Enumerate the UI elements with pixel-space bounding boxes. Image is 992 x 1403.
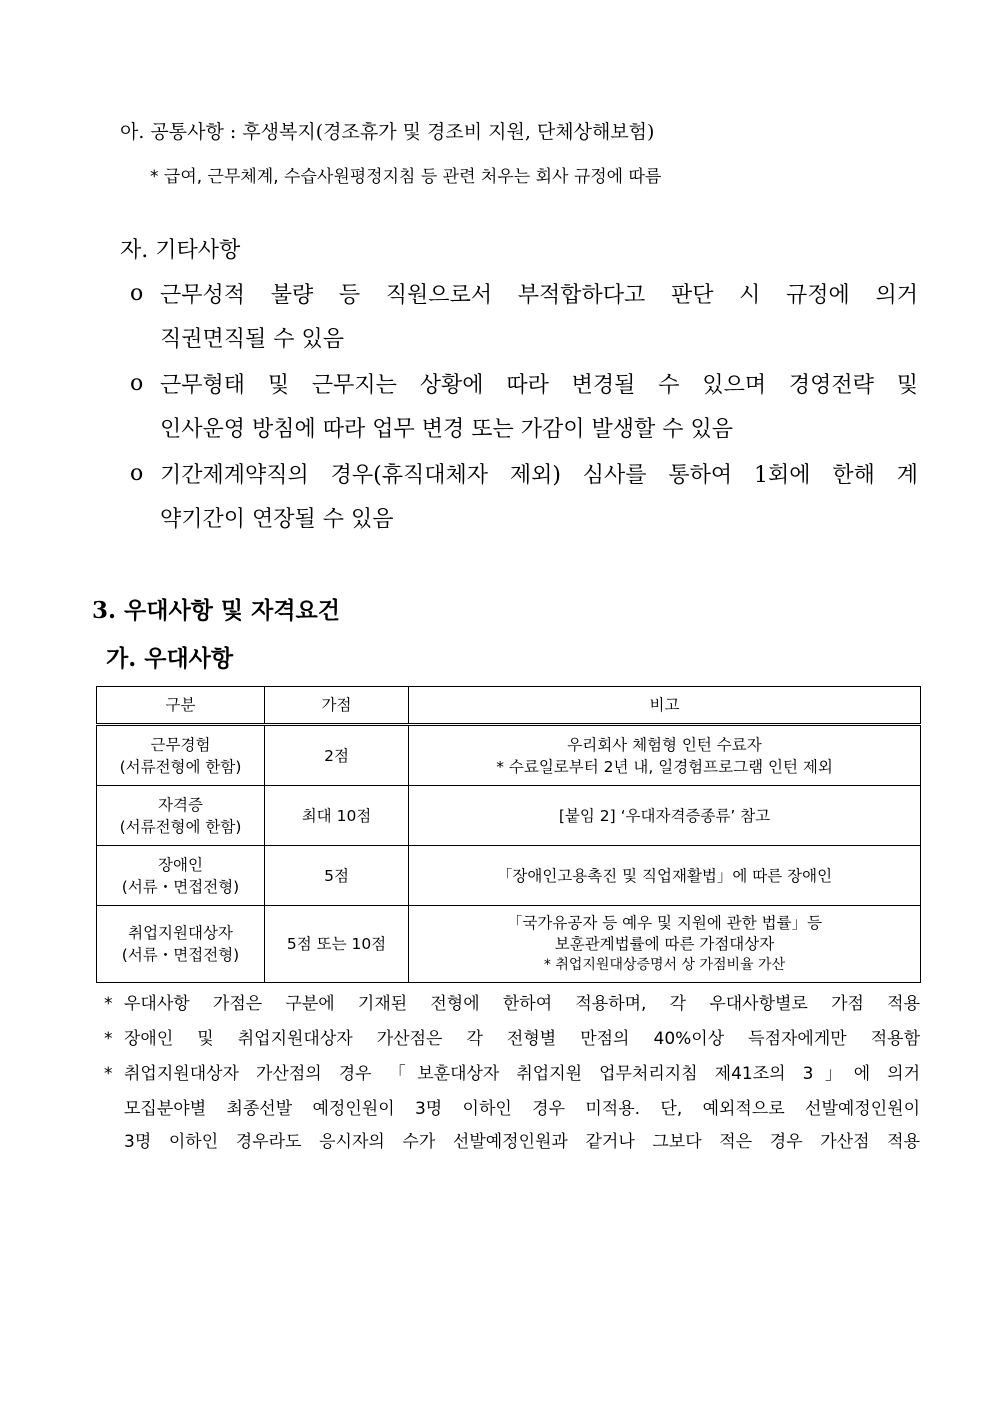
category-name: 근무경험: [150, 735, 211, 754]
note-1: [104, 988, 920, 1021]
points-cell: 5점 또는 10점: [265, 906, 409, 983]
etc-heading: 자. 기타사항: [120, 238, 241, 263]
category-scope: (서류전형에 한함): [119, 817, 242, 836]
preference-table: [96, 686, 921, 983]
remark-line: * 취업지원대상증명서 상 가점비율 가산: [543, 956, 786, 973]
remark-line: 「장애인고용촉진 및 직업재활법」에 따른 장애인: [496, 866, 833, 885]
table-row: [97, 786, 921, 846]
note-2: [104, 1023, 920, 1056]
header-points: 가점: [265, 687, 409, 725]
remarks-cell: [409, 906, 921, 983]
bullet-marker: o: [130, 461, 144, 486]
category-cell: [97, 786, 265, 846]
remark-line: 보훈관계법률에 따른 가점대상자: [554, 934, 775, 953]
table-row: [97, 906, 921, 983]
common-note: * 급여, 근무체계, 수습사원평정지침 등 관련 처우는 회사 규정에 따름: [150, 167, 662, 187]
table-row: [97, 725, 921, 786]
points-cell: 2점: [265, 725, 409, 786]
etc-item-2-line2: 인사운영 방침에 따라 업무 변경 또는 가감이 발생할 수 있음: [160, 417, 733, 442]
note-3: [104, 1058, 920, 1091]
common-heading: 아. 공통사항 : 후생복지(경조휴가 및 경조비 지원, 단체상해보험): [120, 121, 655, 143]
note-star: *: [104, 1029, 113, 1049]
table-row: [97, 846, 921, 906]
bullet-marker: o: [130, 371, 144, 396]
note-star: *: [104, 994, 113, 1014]
note-text: 우대사항 가점은 구분에 기재된 전형에 한하여 적용하며, 각 우대사항별로 가점 적용: [124, 994, 920, 1014]
table-header-row: [97, 687, 921, 725]
category-scope: (서류전형에 한함): [119, 757, 242, 776]
remark-line: 우리회사 체험형 인턴 수료자: [567, 735, 762, 754]
bullet-marker: o: [130, 281, 144, 306]
note-text: 장애인 및 취업지원대상자 가산점은 각 전형별 만점의 40%이상 득점자에게만 적용함: [124, 1029, 920, 1049]
points-cell: 5점: [265, 846, 409, 906]
remarks-cell: [409, 846, 921, 906]
note-3-cont-2: 3명 이하인 경우라도 응시자의 수가 선발예정인원과 같거나 그보다 적은 경우 가산점 적용: [124, 1132, 920, 1152]
points-cell: 최대 10점: [265, 786, 409, 846]
remarks-cell: [409, 786, 921, 846]
etc-item-2-line1: 근무형태 및 근무지는 상황에 따라 변경될 수 있으며 경영전략 및: [160, 373, 918, 398]
note-star: *: [104, 1064, 113, 1084]
etc-item-1-line1: 근무성적 불량 등 직원으로서 부적합하다고 판단 시 규정에 의거: [160, 283, 918, 308]
etc-item-3-line1: 기간제계약직의 경우(휴직대체자 제외) 심사를 통하여 1회에 한해 계: [160, 463, 918, 488]
note-text: 취업지원대상자 가산점의 경우 「보훈대상자 취업지원 업무처리지침 제41조의 3」에 의거: [124, 1064, 920, 1084]
category-cell: [97, 725, 265, 786]
category-scope: (서류・면접전형): [121, 946, 240, 964]
etc-item-1-line2: 직권면직될 수 있음: [160, 327, 345, 352]
note-3-cont-1: 모집분야별 최종선발 예정인원이 3명 이하인 경우 미적용. 단, 예외적으로 선발예정인원이: [124, 1099, 920, 1119]
category-name: 자격증: [158, 795, 203, 814]
etc-item-3-line2: 약기간이 연장될 수 있음: [160, 507, 394, 532]
category-scope: (서류・면접전형): [121, 877, 240, 896]
remarks-cell: [409, 725, 921, 786]
section-title: 3. 우대사항 및 자격요건: [92, 597, 340, 624]
header-category: 구분: [97, 687, 265, 725]
category-name: 취업지원대상자: [128, 924, 233, 942]
section-subtitle: 가. 우대사항: [106, 645, 234, 672]
remark-line: 「국가유공자 등 예우 및 지원에 관한 법률」등: [506, 913, 823, 932]
category-cell: [97, 906, 265, 983]
category-name: 장애인: [158, 855, 203, 874]
category-cell: [97, 846, 265, 906]
remark-line: [붙임 2] ‘우대자격증종류’ 참고: [558, 806, 771, 825]
header-remarks: 비고: [409, 687, 921, 725]
remark-line: * 수료일로부터 2년 내, 일경험프로그램 인턴 제외: [496, 757, 833, 776]
